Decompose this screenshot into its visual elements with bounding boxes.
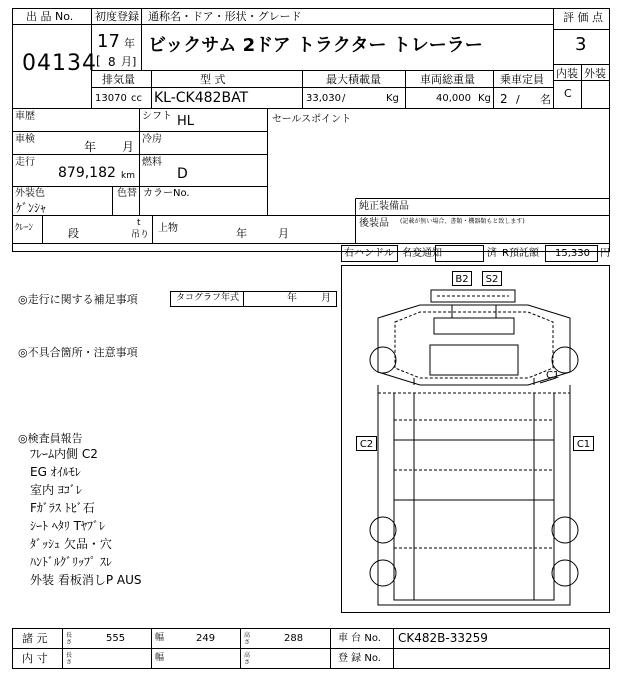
length-value: 555 xyxy=(106,633,126,644)
inspector-line: ﾀﾞｯｼｭ 欠品・穴 xyxy=(30,537,112,551)
inspector-line: 室内 ﾖｺﾞﾚ xyxy=(30,483,82,497)
inspector-line: ﾌﾚｰﾑ内側 C2 xyxy=(30,447,98,461)
capacity-value: 2 xyxy=(500,92,508,106)
lot-label: 出 品 No. xyxy=(26,10,74,23)
body-label: 上物 xyxy=(158,223,178,234)
interior-label: 内装 xyxy=(556,67,578,80)
width-label: 幅 xyxy=(155,653,165,663)
defects-title: ◎不具合箇所・注意事項 xyxy=(18,346,138,359)
damage-marker-s2: S2 xyxy=(482,271,502,286)
ac-label: 冷房 xyxy=(142,134,162,145)
rating-label: 評 価 点 xyxy=(563,11,603,24)
height-label: 高さ xyxy=(244,652,251,666)
interior-grade: C xyxy=(564,87,572,100)
capacity-unit: 名 xyxy=(540,93,551,106)
exterior-label: 外装 xyxy=(584,67,606,80)
crane-stage: 段 xyxy=(68,227,79,240)
model-value: KL-CK482BAT xyxy=(154,90,249,106)
vehicle-name-label: 通称名・ドア・形状・グレード xyxy=(148,10,302,23)
displacement-unit: cc xyxy=(131,93,142,104)
max-load-value: 33,030 xyxy=(306,93,341,104)
recycle-label: R預託額 xyxy=(502,248,539,259)
max-load-slash: / xyxy=(342,93,346,104)
damage-marker-b2: B2 xyxy=(452,271,472,286)
gross-weight-unit: Kg xyxy=(478,93,491,104)
color-change-label: 色替 xyxy=(117,188,137,199)
fuel-label: 燃料 xyxy=(142,157,162,168)
gross-weight-value: 40,000 xyxy=(436,93,471,104)
genuine-equipment-label: 純正装備品 xyxy=(359,201,409,212)
tachograph-month: 月 xyxy=(321,293,331,304)
crane-t: t xyxy=(137,218,141,228)
inspector-line: Fｶﾞﾗｽ ﾄﾋﾞ石 xyxy=(30,501,95,515)
vehicle-name: ビックサム 2ドア トラクター トレーラー xyxy=(148,35,483,56)
history-label: 車歴 xyxy=(15,111,35,122)
body-year: 年 xyxy=(236,227,247,240)
max-load-label: 最大積載量 xyxy=(326,73,381,86)
reg-year-unit: 年 xyxy=(124,37,135,50)
damage-marker-c1-top: C1 xyxy=(546,370,560,381)
inspection-month: 月 xyxy=(122,140,135,154)
inspector-line: ｼｰﾄ ﾍﾀﾘ Tﾔﾌﾞﾚ xyxy=(30,519,105,533)
color-label: 外装色 xyxy=(15,188,45,199)
inspector-line: 外装 看板消しP AUS xyxy=(30,573,142,587)
mileage-label: 走行 xyxy=(15,157,35,168)
notice-status: 済 xyxy=(487,248,497,259)
width-label: 幅 xyxy=(155,633,165,643)
length-label: 長さ xyxy=(66,632,73,646)
reg-year: 17 xyxy=(97,31,120,52)
body-month: 月 xyxy=(278,227,289,240)
length-label: 長さ xyxy=(66,652,73,666)
tachograph-year: 年 xyxy=(287,293,297,304)
tachograph-label: タコグラフ年式 xyxy=(176,293,240,303)
inspection-year: 年 xyxy=(84,140,97,154)
displacement-value: 13070 xyxy=(95,93,127,104)
recycle-amount: 15,330 xyxy=(555,248,590,259)
mileage-unit: km xyxy=(121,171,135,181)
height-value: 288 xyxy=(284,633,304,644)
capacity-slash: / xyxy=(516,93,520,106)
inspection-label: 車検 xyxy=(15,134,35,145)
inspector-report-title: ◎検査員報告 xyxy=(18,432,83,445)
displacement-label: 排気量 xyxy=(102,73,135,86)
driving-notes-title: ◎走行に関する補足事項 xyxy=(18,293,138,306)
inspector-line: ﾊﾝﾄﾞﾙｸﾞﾘｯﾌﾟ ｽﾚ xyxy=(30,555,112,569)
aftermarket-label: 後装品 xyxy=(359,218,389,229)
dims-label: 諸 元 xyxy=(22,632,48,645)
width-value: 249 xyxy=(196,633,216,644)
gross-weight-label: 車両総重量 xyxy=(420,73,475,86)
color-no-label: カラーNo. xyxy=(143,188,190,199)
chassis-number: CK482B-33259 xyxy=(398,631,488,645)
interior-dims-label: 内 寸 xyxy=(22,652,48,665)
inspector-line: EG ｵｲﾙﾓﾚ xyxy=(30,465,81,479)
max-load-unit: Kg xyxy=(386,93,399,104)
handle-side: 右ハンドル xyxy=(344,248,394,259)
chassis-label: 車 台 No. xyxy=(338,633,381,644)
aftermarket-note: (記載が無い場合、書類・機器類もと致します) xyxy=(400,218,525,225)
crane-hoist: 吊り xyxy=(131,230,150,240)
reg-month: 8 xyxy=(108,55,116,69)
first-reg-label: 初度登録 xyxy=(95,10,139,23)
shift-label: シフト xyxy=(142,111,172,122)
color-value: ｹﾞﾝｼｬ xyxy=(16,201,47,215)
damage-marker-c1-right: C1 xyxy=(573,436,594,451)
registration-label: 登 録 No. xyxy=(338,653,381,664)
crane-label: ｸﾚｰﾝ xyxy=(15,223,34,233)
lot-number: 04134 xyxy=(22,51,97,76)
rating-value: 3 xyxy=(575,34,587,55)
fuel-value: D xyxy=(177,166,188,182)
model-label: 型 式 xyxy=(200,73,226,86)
shift-value: HL xyxy=(177,114,195,129)
reg-month-unit: 月] xyxy=(121,55,137,68)
height-label: 高さ xyxy=(244,632,251,646)
capacity-label: 乗車定員 xyxy=(500,73,544,86)
mileage-value: 879,182 xyxy=(58,165,116,181)
damage-marker-c2-left: C2 xyxy=(356,436,377,451)
recycle-unit: 円 xyxy=(600,248,610,259)
sales-point-label: セールスポイント xyxy=(272,114,352,125)
name-change-notice-label: 名変通知 xyxy=(402,248,442,259)
month-bracket: [ xyxy=(96,54,101,68)
